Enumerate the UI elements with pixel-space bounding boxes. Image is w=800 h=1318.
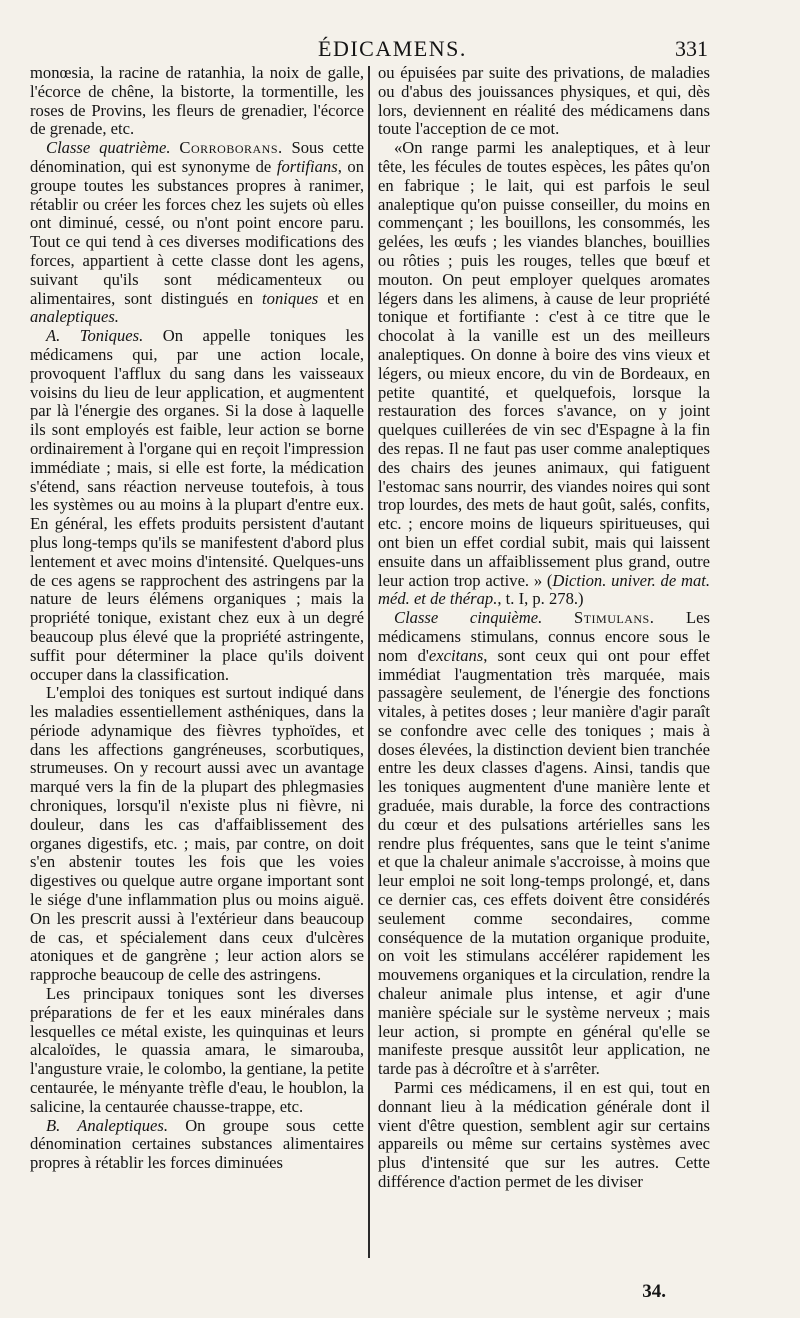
paragraph-toniques bbox=[30, 327, 364, 684]
right-column bbox=[378, 64, 710, 1192]
paragraph-text: «On range parmi les analeptiques, et à leur tête, les fécules de toutes espèces, les pâtes qu'on en fabrique ; le lait, qui est parfois le seul analeptique qu'on puisse conseiller, du moins en commençant ; les bouillons, les consommés, les gelées, les œufs ; les viandes blanches, bouillies ou rôties ; puis les rouges, telles que bœuf et mouton. On peut employer quelques aromates légers dans les alimens, à cause de leur propriété tonique et fortifiante : c'est à ce titre que le chocolat à la vanille est un des meilleurs analeptiques. On donne à boire des vins vieux et légers, ou mieux encore, du vin de Bordeaux, en petite quantité, et quelquefois, lorsque la restauration des forces s'avance, on y joint quelques cuillerées de vin sec d'Espagne à la fin des repas. Il ne faut pas user comme analeptiques des chairs des jeunes animaux, qui fatiguent l'estomac sans nourrir, des viandes noires qui sont trop lourdes, des mets de haut goût, salés, confits, etc. ; encore moins de liqueurs spiritueuses, qui ont bien un effet cordial subit, mais qui laissent ensuite dans un affaiblissement plus grand, outre leur action trop active. » ( bbox=[378, 138, 710, 590]
section-label: B. Analeptiques. bbox=[46, 1115, 168, 1135]
paragraph: ou épuisées par suite des privations, de maladies ou d'abus des jouissances physiques, et qui, dès lors, deviennent en réalité des médicamens dans toute l'acception de ce mot. bbox=[378, 63, 710, 139]
paragraph-text: Sous cette dénomination, qui est synonyme de bbox=[30, 138, 364, 176]
italic-term: toniques bbox=[262, 288, 319, 308]
italic-term: analeptiques. bbox=[30, 307, 119, 327]
signature-mark: 34. bbox=[642, 1281, 666, 1302]
section-label: Classe quatrième. bbox=[46, 138, 171, 158]
column-divider bbox=[368, 66, 370, 1258]
paragraph-classe-cinquieme bbox=[378, 609, 710, 1079]
running-head bbox=[0, 36, 800, 66]
paragraph-text: On appelle toniques les médicamens qui, par une action locale, provoquent l'afflux du sang dans les vaisseaux voisins du lieu de leur application, et augmentent par là l'énergie des organes. Si la dose à laquelle ils sont employés est faible, leur action se borne ordinairement à l'organe qui en reçoit l'impression immédiate ; mais, si elle est forte, la médication s'étend, sans réaction nerveuse toutefois, à tous les systèmes ou au moins à la plupart d'entre eux. En général, les effets produits persistent d'autant plus long-temps qu'ils se manifestent d'abord plus lentement et avec moins d'intensité. Quelques-uns de ces agens se rapprochent des astringens par la nature de leurs élémens organiques ; mais la propriété tonique, existant chez eux à un degré beaucoup plus élevé que la propriété astringente, suffit pour déterminer la place qu'ils doivent occuper dans la classification. bbox=[30, 326, 364, 684]
running-title: ÉDICAMENS. bbox=[318, 36, 467, 61]
italic-term: excitans bbox=[428, 645, 484, 665]
section-label: A. Toniques. bbox=[46, 326, 144, 346]
page-number: 331 bbox=[675, 36, 708, 61]
paragraph: Les principaux toniques sont les diverses préparations de fer et les eaux minérales dans lesquelles ce métal existe, les quinquinas et leurs alcaloïdes, le quassia amara, le simarouba, l'angusture vraie, le colombo, la gentiane, la petite centaurée, le ményante trèfle d'eau, le houblon, la salicine, la centaurée chausse-trappe, etc. bbox=[30, 984, 364, 1116]
paragraph-analeptiques bbox=[30, 1117, 364, 1173]
citation-ref: , t. I, p. 278.) bbox=[497, 589, 584, 609]
paragraph-text: , sont ceux qui ont pour effet immédiat l'augmentation très marquée, mais passagère seulement, de l'énergie des fonctions vitales, à petites doses ; leur manière d'agir paraît se confondre avec celle des toniques ; mais à doses élevées, la distinction devient bien tranchée entre les deux classes d'agens. Ainsi, tandis que les toniques augmentent d'une manière lente et graduée, mais durable, la force des contractions du cœur et des pulsations artérielles sans les rendre plus fréquentes, sans que le teint s'anime et que la chaleur animale s'accroisse, à moins que leur emploi ne soit long-temps prolongé, et, dans ce dernier cas, ces effets doivent être considérés seulement comme secondaires, comme conséquence de la mutation organique produite, on voit les stimulans accélérer rapidement les mouvemens organiques et la circulation, rendre la chaleur animale plus intense, et agir d'une manière spéciale sur le système nerveux ; mais leur action, si prompte en général qu'elle se manifeste presque aussitôt leur application, ne tarde pas à décroître et à s'arrêter. bbox=[378, 645, 710, 1079]
section-label: Classe cinquième. bbox=[394, 608, 543, 628]
section-heading: Stimulans. bbox=[573, 608, 655, 628]
paragraph-text: , on groupe toutes les substances propres à ranimer, rétablir ou créer les forces chez les sujets où elles ont diminué, cessé, ou n'ont point encore paru. Tout ce qui tend à ces diverses modifications des forces, appartient à cette classe dont les agens, suivant qu'ils sont médicamenteux ou alimentaires, sont distingués en bbox=[30, 156, 365, 308]
paragraph-text: On groupe sous cette dénomination certaines substances alimentaires propres à rétablir les forces diminuées bbox=[30, 1115, 364, 1173]
paragraph-text: Les médicamens stimulans, connus encore sous le nom d' bbox=[378, 608, 710, 665]
left-column bbox=[30, 64, 364, 1173]
paragraph: L'emploi des toniques est surtout indiqué dans les maladies essentiellement asthéniques, dans la période adynamique des fièvres typhoïdes, et dans les affections gangréneuses, scorbutiques, strumeuses. On y recourt aussi avec un avantage marqué vers la fin de la plupart des phlegmasies chroniques, lorsqu'il n'existe plus ni fièvre, ni douleur, dans les cas d'affaiblissement des organes digestifs, etc. ; mais, par contre, on doit s'en abstenir toutes les fois que les voies digestives ou quelque autre organe important sont le siége d'une inflammation plus ou moins aiguë. On les prescrit aussi à l'extérieur dans beaucoup de cas, et spécialement dans ceux d'ulcères atoniques et de gangrène ; leur action alors se rapproche beaucoup de celle des astringens. bbox=[30, 683, 364, 985]
paragraph: monœsia, la racine de ratanhia, la noix de galle, l'écorce de chêne, la bistorte, la tormentille, les roses de Provins, les fleurs de grenadier, l'écorce de grenade, etc. bbox=[30, 63, 364, 139]
italic-term: fortifians bbox=[276, 156, 338, 176]
citation-title: Diction. univer. de mat. méd. et de thérap. bbox=[378, 570, 710, 609]
section-heading: Corroborans. bbox=[179, 138, 283, 158]
paragraph: Parmi ces médicamens, il en est qui, tout en donnant lieu à la médication générale dont il vient d'être question, semblent agir sur certains appareils ou même sur certains systèmes avec plus d'intensité que sur les autres. Cette différence d'action permet de les diviser bbox=[378, 1078, 710, 1192]
paragraph-classe-quatrieme bbox=[30, 139, 364, 327]
paragraph-quotation bbox=[378, 139, 710, 609]
paragraph-text: et en bbox=[318, 288, 364, 308]
